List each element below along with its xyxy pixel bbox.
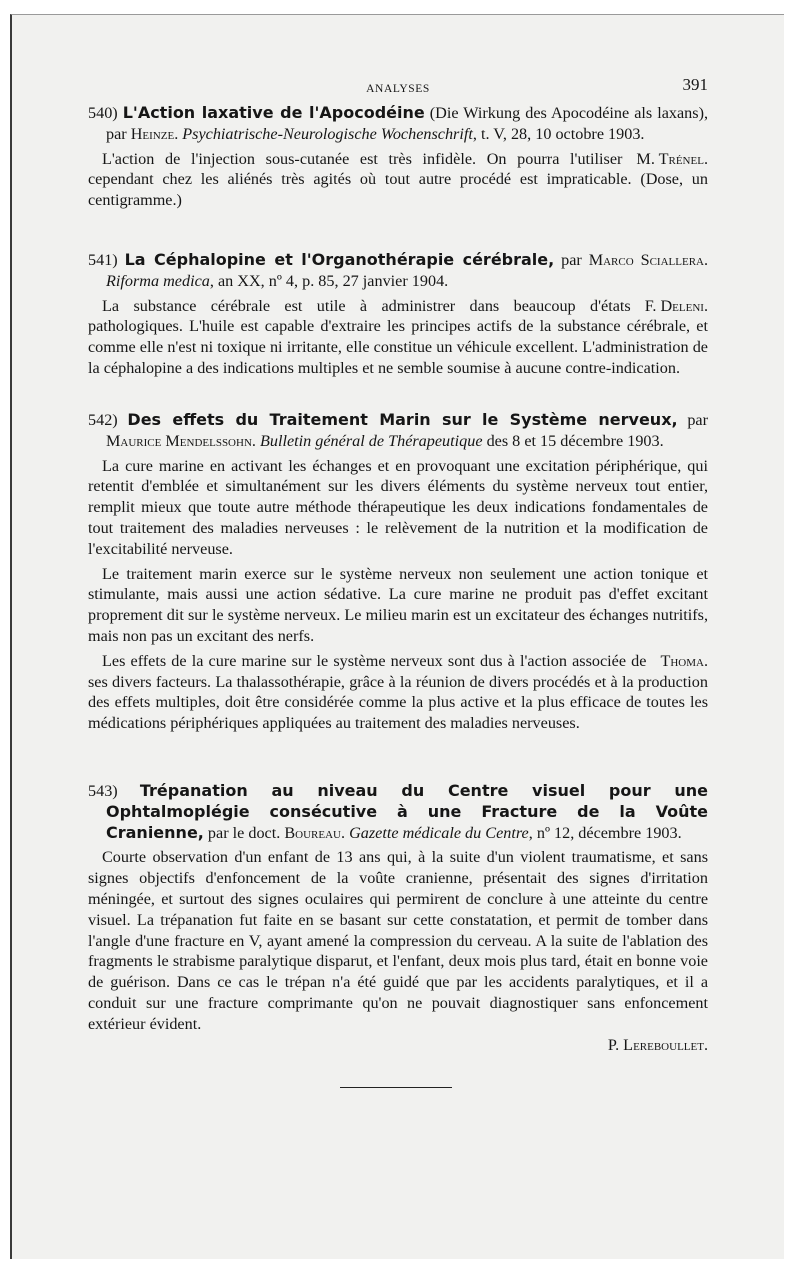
citation-text: par: [554, 251, 589, 269]
article-number: 540): [88, 104, 118, 122]
article-title: Des effets du Traitement Marin sur le Système nerveux,: [127, 410, 678, 429]
article-paragraph: [88, 564, 708, 647]
citation-text: .: [340, 823, 350, 842]
article-title: L'Action laxative de l'Apocodéine: [122, 103, 425, 122]
article-paragraph: [88, 149, 708, 211]
citation-text: .: [703, 251, 709, 269]
reviewer-signature: M. Trénel.: [636, 149, 708, 168]
journal-title: Riforma medica: [106, 271, 210, 290]
citation-text: , an XX, nº 4, p. 85, 27 janvier 1904.: [209, 271, 449, 290]
author-name: Heinze: [130, 124, 175, 143]
citation-text: , t. V, 28, 10 octobre 1903.: [472, 124, 645, 143]
paragraph-text: La cure marine en activant les échanges et en provoquant une excitation périphérique, qui retentit d'emblée et simultanément sur les divers éléments du système nerveux tout entier, remplit mieux que toute autre méthode thérapeutique les deux indications fondamentales de tout traitement des maladies nerveuses : le relèvement de la nutrition et la modification de l'excitabilité nerveuse.: [88, 456, 708, 558]
citation-text: par le doct.: [203, 823, 285, 842]
article-paragraph: [88, 296, 708, 379]
paragraph-text: Les effets de la cure marine sur le système nerveux sont dus à l'action associée de ses divers facteurs. La thalassothérapie, grâce à la réunion de divers procédés et à la production des effets multiples, doit être considérée comme la plus active et la plus efficace de toutes les médications périphériques appliquées au traitement des maladies nerveuses.: [88, 651, 708, 733]
journal-title: Bulletin général de Thérapeutique: [259, 431, 483, 450]
reviewer-signature: F. Deleni.: [644, 296, 708, 315]
reviewer-signature: Thoma.: [660, 651, 708, 670]
running-head: [88, 75, 708, 97]
article-541: [88, 250, 708, 379]
article-heading: [88, 781, 708, 843]
journal-title: Psychiatrische-Neurologische Wochenschrift: [182, 124, 473, 143]
paragraph-text: Le traitement marin exerce sur le système nerveux non seulement une action tonique et stimulante, mais aussi une action sédative. La cure marine ne produit pas d'effet excitant proprement dit sur le système nerveux. Le milieu marin est un excitateur des échanges nutritifs, mais non pas un excitant des nerfs.: [88, 564, 708, 645]
article-paragraph: [88, 651, 708, 734]
section-title: ANALYSES: [366, 83, 430, 95]
citation-text: (Die Wirkung des Apocodéine als laxans), par: [106, 104, 709, 143]
citation-text: .: [174, 124, 183, 143]
page-sheet: [10, 14, 784, 1259]
article-540: [88, 103, 708, 211]
page-number: 391: [682, 75, 708, 94]
paragraph-text: La substance cérébrale est utile à administrer dans beaucoup d'états pathologiques. L'huile est capable d'extraire les principes actifs de la substance cérébrale, et comme elle n'est ni toxique ni irritante, elle constitue un véhicule excellent. L'administration de la céphalopine a des indications multiples et ne semble soumise à aucune contre-indication.: [88, 296, 708, 377]
author-name: Maurice Mendelssohn: [106, 431, 252, 450]
journal-title: Gazette médicale du Centre: [349, 823, 529, 842]
article-number: 543): [88, 782, 118, 800]
citation-text: par: [677, 411, 709, 429]
article-title: La Céphalopine et l'Organothérapie cérébrale,: [124, 250, 555, 269]
article-heading: [88, 250, 708, 292]
article-543: [88, 781, 708, 1055]
reviewer-signature: P. Lereboullet.: [607, 1035, 708, 1054]
article-number: 542): [88, 411, 118, 429]
article-paragraph: [88, 456, 708, 560]
article-number: 541): [88, 251, 118, 269]
author-name: Boureau: [284, 823, 341, 842]
article-title: Trépanation au niveau du Centre visuel pour une Ophtalmoplégie consécutive à une Fracture de la Voûte Cranienne,: [106, 781, 709, 842]
section-end-rule: [340, 1087, 452, 1088]
author-name: Marco Sciallera: [588, 251, 704, 269]
article-heading: [88, 103, 708, 145]
article-heading: [88, 410, 708, 452]
citation-text: , nº 12, décembre 1903.: [528, 823, 682, 842]
citation-text: des 8 et 15 décembre 1903.: [482, 431, 664, 450]
article-paragraph: [88, 847, 708, 1034]
article-542: [88, 410, 708, 734]
paragraph-text: Courte observation d'un enfant de 13 ans qui, à la suite d'un violent traumatisme, et sans signes objectifs d'enfoncement de la voûte cranienne, présentait des signes d'irritation méningée, et surtout des signes oculaires qui permirent de conclure à une atteinte du centre visuel. La trépanation fut faite en se basant sur cette constatation, et permit de tomber dans l'angle d'une fracture en V, ayant amené la compression du cerveau. A la suite de l'ablation des fragments le strabisme paralytique disparut, et l'enfant, deux mois plus tard, était en bonne voie de guérison. Dans ce cas le trépan n'a été guidé que par les accidents paralytiques, et il a conduit sur une fracture comprimante qu'on ne pouvait diagnostiquer sans enfoncement extérieur évident.: [88, 848, 708, 1033]
reviewer-signature-line: [88, 1035, 708, 1056]
paragraph-text: L'action de l'injection sous-cutanée est très infidèle. On pourra l'utiliser cependant chez les aliénés très agités où tout autre procédé est impraticable. (Dose, un centigramme.): [88, 149, 708, 210]
citation-text: .: [251, 431, 260, 450]
